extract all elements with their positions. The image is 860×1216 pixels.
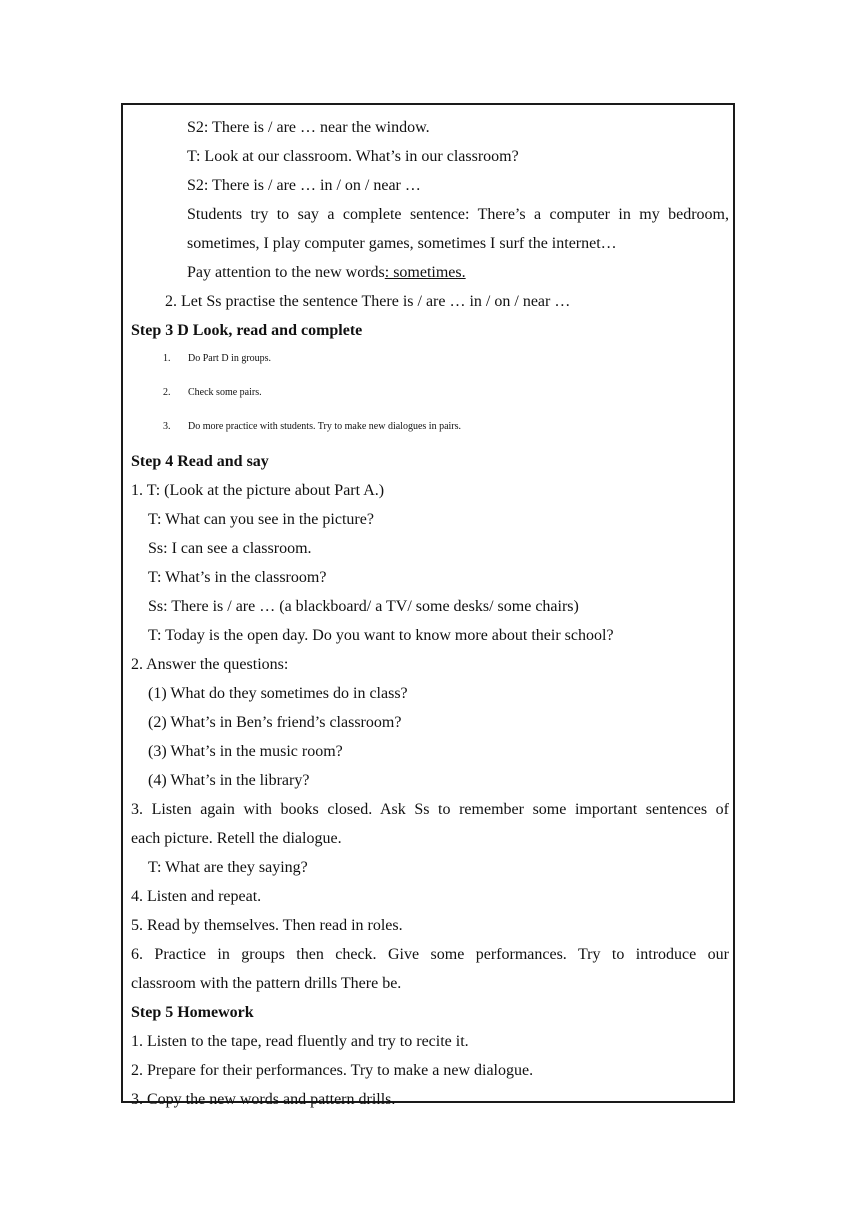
step4-line: 4. Listen and repeat. (131, 888, 262, 905)
step4-line: T: What’s in the classroom? (148, 569, 327, 586)
list-text: Check some pairs. (188, 387, 262, 398)
list-text: Do more practice with students. Try to make new dialogues in pairs. (188, 421, 462, 432)
instruction-line: sometimes, I play computer games, sometimes I surf the internet… (187, 235, 617, 252)
list-number: 2. (163, 387, 171, 398)
list-item (131, 413, 729, 447)
instruction-line: Students try to say a complete sentence: There’s a computer in my bedroom, (187, 206, 729, 223)
dialogue-line: S2: There is / are … near the window. (187, 119, 430, 136)
practise-line: 2. Let Ss practise the sentence There is / are … in / on / near … (165, 293, 571, 310)
question-line: (4) What’s in the library? (148, 772, 310, 789)
question-line: (1) What do they sometimes do in class? (148, 685, 408, 702)
new-word-underlined: : sometimes. (384, 264, 466, 281)
step4-line: T: What can you see in the picture? (148, 511, 374, 528)
question-line: (2) What’s in Ben’s friend’s classroom? (148, 714, 402, 731)
step4-line: Ss: I can see a classroom. (148, 540, 312, 557)
step4-line: 1. T: (Look at the picture about Part A.) (131, 482, 385, 499)
step4-line: classroom with the pattern drills There be. (131, 975, 402, 992)
step3-heading: Step 3 D Look, read and complete (131, 322, 363, 339)
step4-line: each picture. Retell the dialogue. (131, 830, 342, 847)
homework-line: 2. Prepare for their performances. Try to make a new dialogue. (131, 1062, 534, 1079)
question-line: (3) What’s in the music room? (148, 743, 343, 760)
lesson-table-cell (121, 103, 735, 1108)
step4-line: T: Today is the open day. Do you want to know more about their school? (148, 627, 614, 644)
list-text: Do Part D in groups. (188, 353, 272, 364)
homework-line: 1. Listen to the tape, read fluently and try to recite it. (131, 1033, 469, 1050)
new-words-label: Pay attention to the new words (187, 264, 385, 281)
dialogue-line: T: Look at our classroom. What’s in our classroom? (187, 148, 519, 165)
step4-line: T: What are they saying? (148, 859, 308, 876)
list-number: 1. (163, 353, 171, 364)
step4-line: 5. Read by themselves. Then read in roles. (131, 917, 403, 934)
step4-heading: Step 4 Read and say (131, 453, 269, 470)
step4-line: 2. Answer the questions: (131, 656, 289, 673)
new-words-line (131, 258, 729, 287)
list-number: 3. (163, 421, 171, 432)
list-item (131, 379, 729, 413)
homework-line: 3. Copy the new words and pattern drills. (131, 1091, 396, 1108)
step4-line: Ss: There is / are … (a blackboard/ a TV/ some desks/ some chairs) (148, 598, 579, 615)
step3-list (131, 345, 729, 447)
list-item (131, 345, 729, 379)
step5-heading: Step 5 Homework (131, 1004, 254, 1021)
step4-line: 6. Practice in groups then check. Give some performances. Try to introduce our (131, 946, 729, 963)
lesson-content (131, 113, 729, 1114)
step4-line: 3. Listen again with books closed. Ask Ss to remember some important sentences of (131, 801, 729, 818)
dialogue-line: S2: There is / are … in / on / near … (187, 177, 421, 194)
